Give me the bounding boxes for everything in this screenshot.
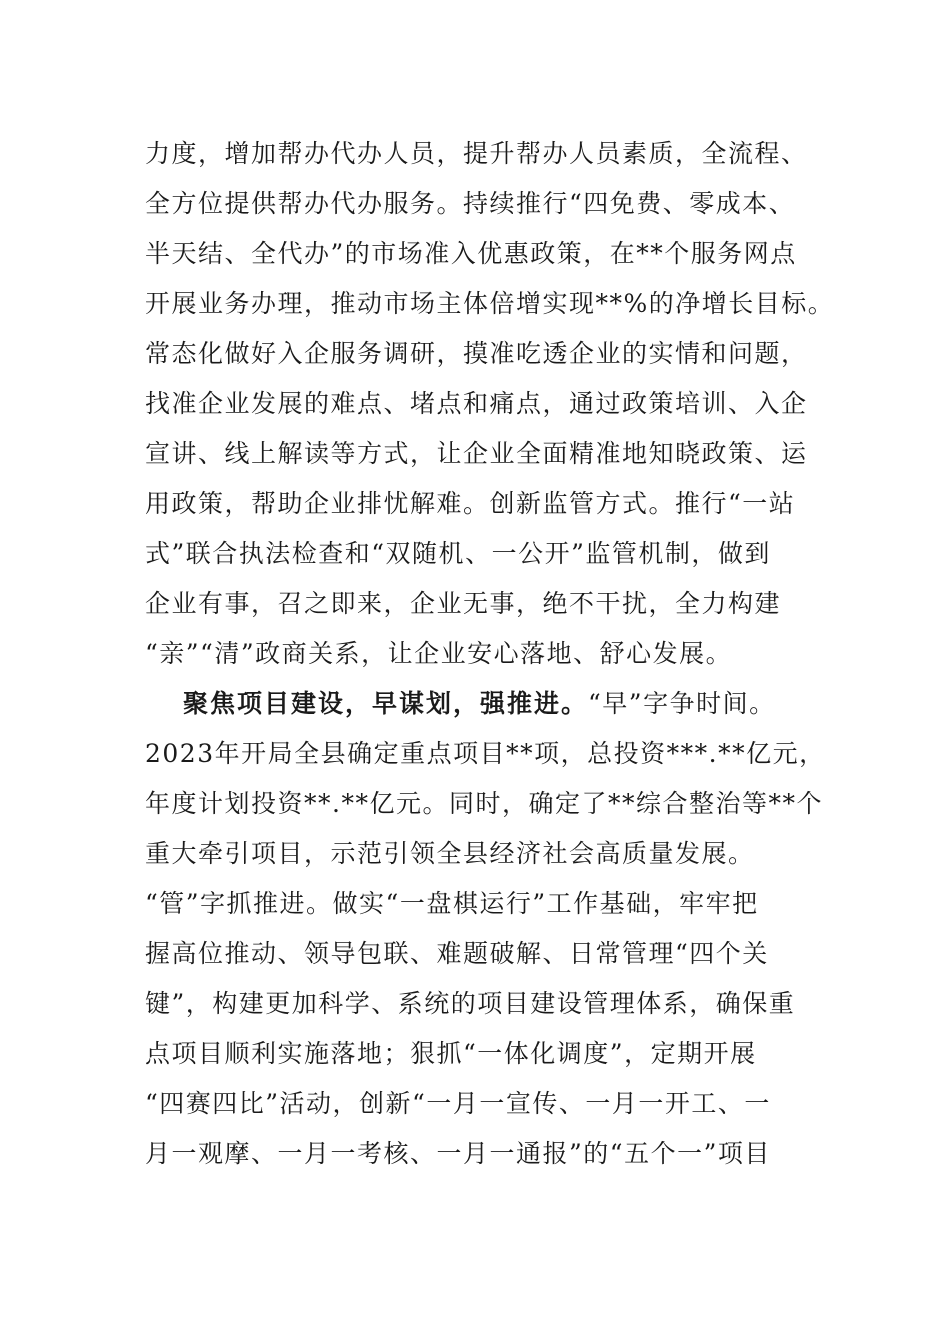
text-line: 找准企业发展的难点、堵点和痛点，通过政策培训、入企 — [145, 389, 808, 418]
paragraph-heading: 聚焦项目建设，早谋划，强推进。 — [183, 689, 589, 718]
text-line: 用政策，帮助企业排忧解难。创新监管方式。推行“一站 — [145, 489, 796, 518]
text-line: 点项目顺利实施落地；狠抓“一体化调度”，定期开展 — [145, 1039, 757, 1068]
text-line: “四赛四比”活动，创新“一月一宣传、一月一开工、一 — [145, 1089, 771, 1118]
text-line: 握高位推动、领导包联、难题破解、日常管理“四个关 — [145, 939, 769, 968]
text-line: 月一观摩、一月一考核、一月一通报”的“五个一”项目 — [145, 1139, 771, 1168]
text-line: “亲”“清”政商关系，让企业安心落地、舒心发展。 — [145, 639, 733, 668]
text-line: 键”，构建更加科学、系统的项目建设管理体系，确保重 — [145, 989, 796, 1018]
paragraph-lead-text: “早”字争时间。 — [588, 689, 776, 718]
text-line: 企业有事，召之即来，企业无事，绝不干扰，全力构建 — [145, 589, 782, 618]
text-line: 式”联合执法检查和“双随机、一公开”监管机制，做到 — [145, 539, 771, 568]
text-line: 半天结、全代办”的市场准入优惠政策，在**个服务网点 — [145, 239, 797, 268]
text-line: 全方位提供帮办代办服务。持续推行“四免费、零成本、 — [145, 189, 796, 218]
text-line: 重大牵引项目，示范引领全县经济社会高质量发展。 — [145, 839, 755, 868]
text-line: 宣讲、线上解读等方式，让企业全面精准地知晓政策、运 — [145, 439, 808, 468]
text-line: 常态化做好入企服务调研，摸准吃透企业的实情和问题， — [145, 339, 808, 368]
text-line: 年度计划投资**.**亿元。同时，确定了**综合整治等**个 — [145, 789, 823, 818]
text-line: “管”字抓推进。做实“一盘棋运行”工作基础，牢牢把 — [145, 889, 759, 918]
text-line: 2023年开局全县确定重点项目**项，总投资***.**亿元， — [145, 739, 826, 768]
text-line: 开展业务办理，推动市场主体倍增实现**%的净增长目标。 — [145, 289, 835, 318]
text-line: 力度，增加帮办代办人员，提升帮办人员素质，全流程、 — [145, 139, 808, 168]
paragraph-lead-line — [183, 684, 825, 724]
